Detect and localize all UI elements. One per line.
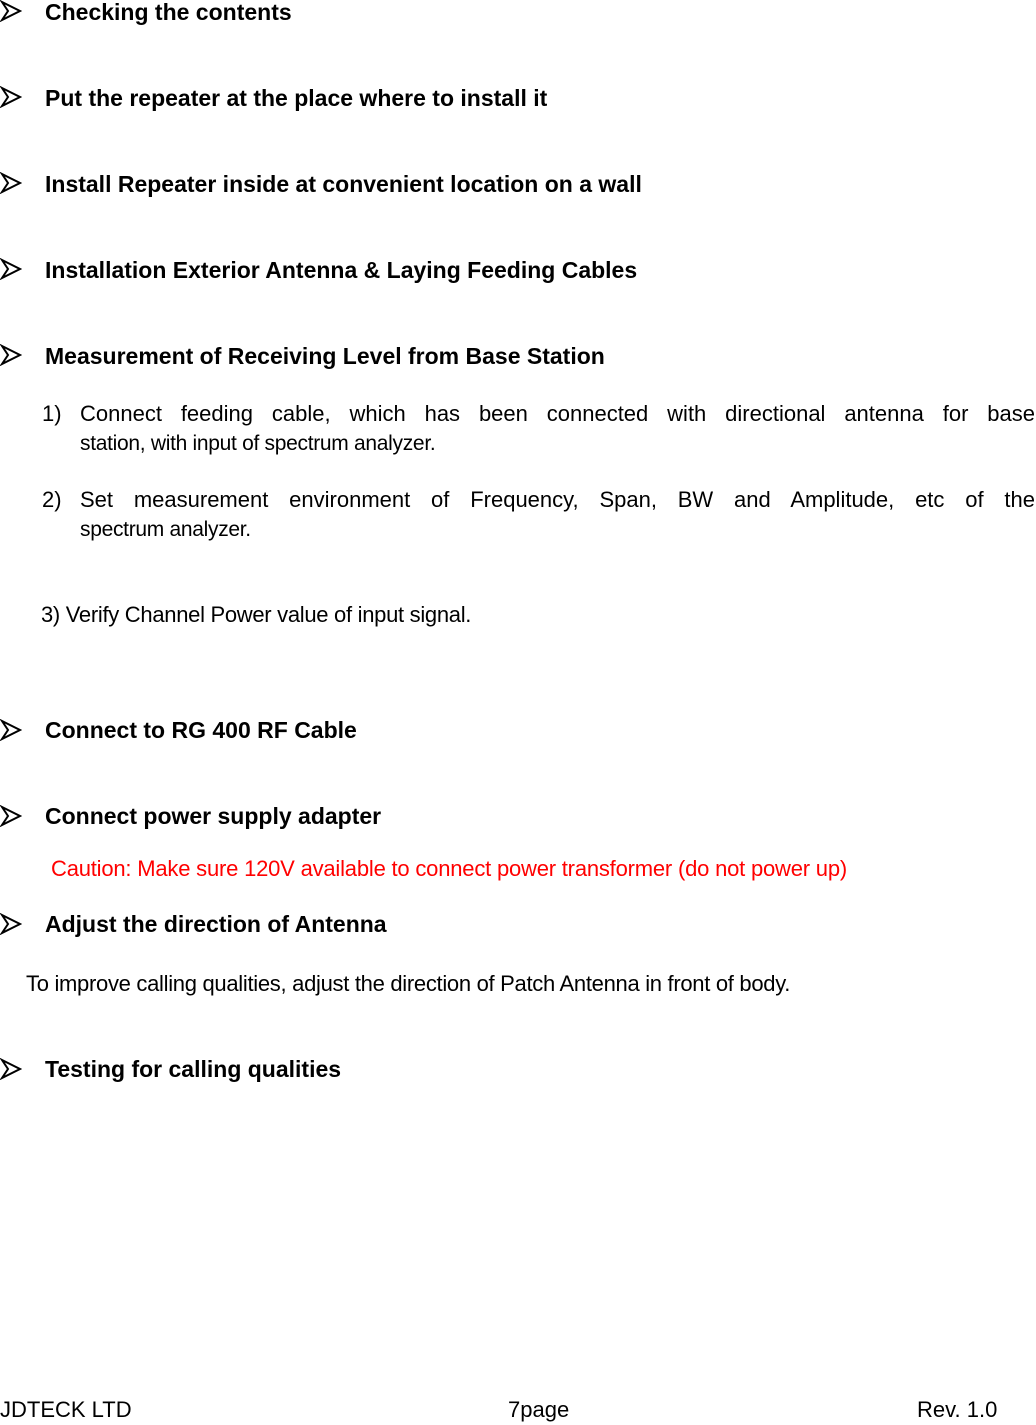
heading-put-repeater: Put the repeater at the place where to install it	[45, 85, 548, 111]
heading-install-repeater: Install Repeater inside at convenient location on a wall	[45, 171, 642, 197]
step-2-number: 2)	[42, 487, 62, 512]
arrow-bullet-icon	[0, 0, 28, 26]
arrow-bullet-icon	[0, 913, 28, 939]
step-1-number: 1)	[42, 401, 62, 426]
arrow-bullet-icon	[0, 805, 28, 831]
footer-company: JDTECK LTD	[0, 1397, 132, 1422]
arrow-bullet-icon	[0, 86, 28, 112]
arrow-bullet-icon	[0, 1058, 28, 1084]
arrow-bullet-icon	[0, 172, 28, 198]
step-1-text-cont: station, with input of spectrum analyzer.	[80, 432, 436, 455]
arrow-bullet-icon	[0, 258, 28, 284]
heading-power-adapter: Connect power supply adapter	[45, 803, 382, 829]
footer-revision: Rev. 1.0	[917, 1397, 998, 1422]
heading-testing-calling: Testing for calling qualities	[45, 1056, 342, 1082]
arrow-bullet-icon	[0, 344, 28, 370]
footer-page-number: 7page	[508, 1397, 570, 1422]
step-3-text: 3) Verify Channel Power value of input signal.	[41, 602, 472, 627]
heading-rg400-cable: Connect to RG 400 RF Cable	[45, 717, 357, 743]
antenna-note: To improve calling qualities, adjust the direction of Patch Antenna in front of body.	[26, 971, 791, 996]
step-2-text: Set measurement environment of Frequency, Span, BW and Amplitude, etc of the	[80, 487, 1035, 512]
heading-adjust-antenna: Adjust the direction of Antenna	[45, 911, 387, 937]
arrow-bullet-icon	[0, 719, 28, 745]
heading-measurement: Measurement of Receiving Level from Base Station	[45, 343, 605, 369]
step-1-text: Connect feeding cable, which has been connected with directional antenna for base	[80, 401, 1035, 426]
heading-checking-contents: Checking the contents	[45, 0, 292, 25]
heading-exterior-antenna: Installation Exterior Antenna & Laying Feeding Cables	[45, 257, 638, 283]
step-2-text-cont: spectrum analyzer.	[80, 518, 251, 541]
caution-note: Caution: Make sure 120V available to connect power transformer (do not power up)	[51, 856, 847, 881]
